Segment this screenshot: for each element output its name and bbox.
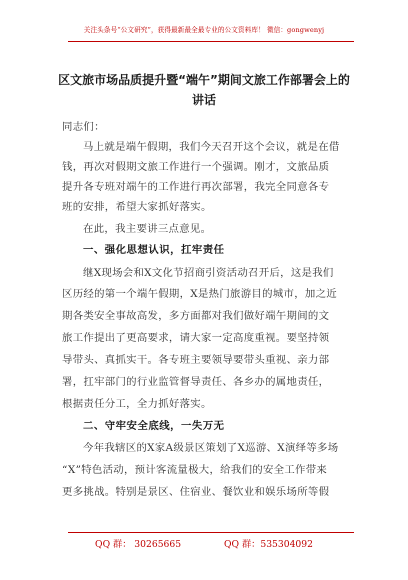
body-line-11: 导带头、真抓实干。各专班主要领导要带头重视、亲力部 [62,354,330,366]
footer-qq-group-2: QQ 群：535304092 [224,539,313,550]
section-heading-1: 一、强化思想认识，扛牢责任 [83,244,225,256]
document-title-line-2: 讲话 [191,93,216,107]
section-heading-2: 二、守牢安全底线，一失万无 [83,420,225,432]
body-line-9: 期各类安全事故高发，多方面都对我们做好端午期间的文 [62,310,330,322]
body-line-17: 更多挑战。特别是景区、住宿业、餐饮业和娱乐场所等假 [62,486,330,498]
body-line-8: 区历经的第一个端午假期，X是热门旅游目的城市，加之近 [62,288,337,300]
footer-qq-group-1: QQ 群： 30265665 [95,539,182,550]
page-banner: 关注头条号“公文研究”，获得最新最全最专业的公文资料库！ 微信：gongwenyj [83,26,325,34]
page-footer [0,536,408,550]
banner-divider [68,41,354,42]
footer-divider [68,532,354,533]
body-line-10: 旅工作提出了更高要求，请大家一定高度重视。要坚持领 [62,332,330,344]
body-line-5: 在此，我主要讲三点意见。 [83,223,212,235]
body-line-16: “X”特色活动，预计客流量极大，给我们的安全工作带来 [62,464,328,476]
body-line-4: 班的安排，希望大家抓好落实。 [62,201,212,213]
body-line-7: 继X现场会和X文化节招商引资活动召开后，这是我们 [83,267,334,279]
body-line-2: 钱，再次对假期文旅工作进行一个强调。刚才，文旅品质 [62,161,330,173]
salutation: 同志们： [62,121,105,133]
body-line-1: 马上就是端午假期，我们今天召开这个会议，就是在借 [83,141,340,153]
body-line-12: 署，扛牢部门的行业监管督导责任、各乡办的属地责任， [62,376,330,388]
body-line-3: 提升各专班对端午的工作进行再次部署，我完全同意各专 [62,181,330,193]
body-line-15: 今年我辖区的X家A级景区策划了X巡游、X演绎等多场 [83,442,339,454]
document-title-line-1: 区文旅市场品质提升暨“端午”期间文旅工作部署会上的 [58,73,350,87]
body-line-13: 根据责任分工，全力抓好落实。 [62,398,212,410]
